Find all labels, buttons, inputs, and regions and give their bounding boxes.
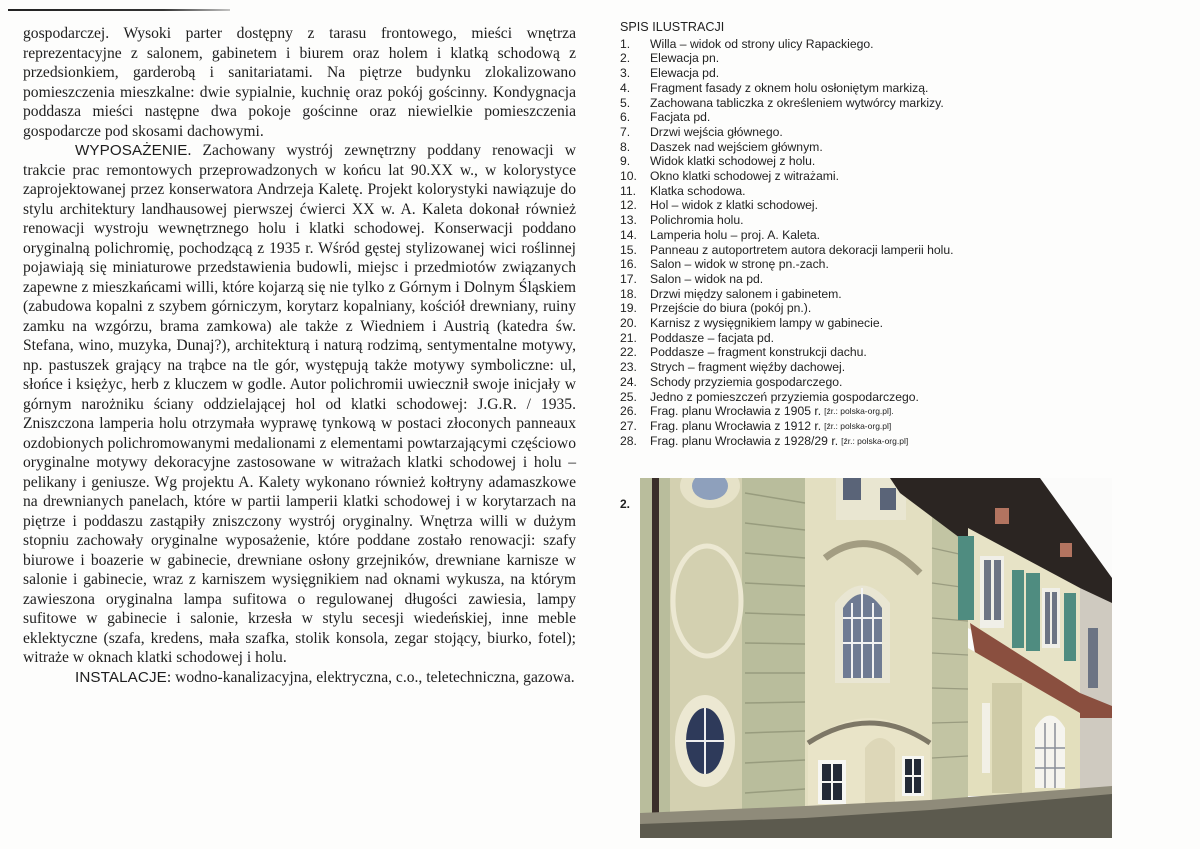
illustration-caption: Widok klatki schodowej z holu. (650, 154, 816, 169)
illustration-number: 2. (620, 51, 631, 66)
illustration-list-item (620, 110, 1180, 125)
facade-photo (640, 478, 1112, 838)
figure-number: 2. (620, 497, 631, 511)
illustration-number: 24. (620, 374, 637, 389)
illustration-list-item (620, 345, 1180, 360)
illustration-source: [źr.: polska-org.pl]. (824, 406, 894, 417)
illustration-list-item (620, 419, 1180, 434)
illustration-caption: Okno klatki schodowej z witrażami. (650, 169, 839, 184)
illustration-caption: Daszek nad wejściem głównym. (650, 139, 823, 154)
illustration-caption: Fragment fasady z oknem holu osłoniętym markizą. (650, 80, 929, 95)
illustration-number: 12. (620, 198, 637, 213)
illustration-list-item (620, 66, 1180, 81)
illustration-caption: Polichromia holu. (650, 213, 744, 228)
illustration-caption: Jedno z pomieszczeń przyziemia gospodarczego. (650, 389, 919, 404)
illustration-list-item (620, 375, 1180, 390)
illustration-number: 26. (620, 404, 637, 419)
illustration-caption: Drzwi między salonem i gabinetem. (650, 286, 842, 301)
illustration-caption: Poddasze – facjata pd. (650, 330, 774, 345)
illustration-number: 4. (620, 80, 631, 95)
illustration-caption: Elewacja pd. (650, 66, 720, 81)
illustration-list-item (620, 287, 1180, 302)
illustration-list-column (620, 20, 1180, 448)
illustration-caption: Hol – widok z klatki schodowej. (650, 198, 818, 213)
illustration-number: 13. (620, 213, 637, 228)
illustration-caption: Lamperia holu – proj. A. Kaleta. (650, 227, 821, 242)
illustration-caption: Frag. planu Wrocławia z 1928/29 r. (650, 433, 839, 448)
illustration-list (620, 37, 1180, 449)
villa-facade-illustration (640, 478, 1112, 838)
illustration-list-title: SPIS ILUSTRACJI (620, 20, 725, 34)
illustration-caption: Drzwi wejścia głównego. (650, 124, 783, 139)
illustration-number: 16. (620, 257, 637, 272)
illustration-number: 8. (620, 139, 631, 154)
illustration-number: 10. (620, 169, 637, 184)
illustration-list-item (620, 140, 1180, 155)
illustration-caption: Przejście do biura (pokój pn.). (650, 301, 812, 316)
illustration-list-item (620, 37, 1180, 52)
main-text-column (23, 24, 576, 687)
illustration-caption: Poddasze – fragment konstrukcji dachu. (650, 345, 867, 360)
illustration-source: [źr.: polska-org.pl] (824, 420, 892, 431)
illustration-number: 28. (620, 433, 637, 448)
illustration-list-item (620, 198, 1180, 213)
illustration-number: 3. (620, 66, 631, 81)
illustration-list-item (620, 434, 1180, 449)
illustration-number: 9. (620, 154, 631, 169)
illustration-list-item (620, 257, 1180, 272)
illustration-list-item (620, 272, 1180, 287)
illustration-caption: Strych – fragment więźby dachowej. (650, 360, 846, 375)
illustration-number: 5. (620, 95, 631, 110)
illustration-number: 18. (620, 286, 637, 301)
illustration-caption: Zachowana tabliczka z określeniem wytwórcy markizy. (650, 95, 944, 110)
illustration-number: 25. (620, 389, 637, 404)
illustration-caption: Klatka schodowa. (650, 183, 746, 198)
illustration-number: 14. (620, 227, 637, 242)
illustration-number: 11. (620, 183, 637, 198)
paragraph-instalacje (23, 668, 576, 688)
header-rule (8, 9, 230, 11)
illustration-list-item (620, 81, 1180, 96)
illustration-number: 7. (620, 124, 631, 139)
illustration-number: 22. (620, 345, 637, 360)
illustration-list-item (620, 301, 1180, 316)
illustration-source: [źr.: polska-org.pl] (841, 435, 909, 446)
illustration-caption: Panneau z autoportretem autora dekoracji lamperii holu. (650, 242, 954, 257)
wyposazenie-text: . Zachowany wystrój zewnętrzny poddany renowacji w trakcie prac remontowych przeprowadzonych w końcu lat 90.XX w., w kolorystyce zaprojektowanej przez konserwatora Andrzeja Kaletę. Projekt kolorystyki nawiązuje do stylu architektury landhausowej pierwszej ćwierci XX w. A. Kaleta dokonał również renowacji wystroju wewnętrznego holu i klatki schodowej. Konserwacji poddano oryginalną polichromię, pochodzącą z 1935 r. Wśród gęstej stylizowanej wici roślinnej pojawiają się miniaturowe przedstawienia budowli, miejsc i przedmiotów związanych zapewne z mieszkańcami willi, które kojarzą się nie tylko z Górnym i Dolnym Śląskiem (zabudowa kopalni z szybem górniczym, korytarz kopalniany, kościół drewniany, ruiny zamku na wzgórzu, brama zamkowa) ale także z Wiedniem i Austrią (katedra św. Stefana, wino, muzyka, Dunaj?), architekturą i naturą rodzimą, sentymentalne motywy, np. pastuszek grający na trąbce na tle gór, występują także motywy symboliczne: ul, słońce i księżyc, herb z kluczem w godle. Autor polichromii uwiecznił swoje inicjały w górnym narożniku ściany oddzielającej hol od klatki schodowej: J.G.R. / 1935. Zniszczona lamperia holu otrzymała wyprawę tynkową w postaci złoconych panneaux ozdobionych polichromowanymi medalionami z elementami powtarzającymi częściowo oryginalne motywy dekoracyjne zastosowane w witrażach klatki schodowej i holu – pelikany i geniusze. Wg projektu A. Kalety wykonano również kołtryny adamaszkowe na drewnianych panelach, które w partii lamperii klatki schodowej i w korytarzach na piętrze i poddaszu zastąpiły zniszczony wystrój oryginalny. Wnętrza willi w dużym stopniu zachowały oryginalne wyposażenie, które poddane zostało renowacji: szafy biurowe i boazerie w gabinecie, drewniane osłony grzejników, drewniane karnisze w salonie i gabinecie, wraz z karniszem wysięgnikiem nad oknami wykusza, na którym zawieszona oryginalna lampa sufitowa o regulowanej długości zawiesia, lampy sufitowe w gabinecie i salonie, krzesła w stylu secesji wiedeńskiej, inne meble eklektyczne (szafa, kredens, mała szafka, stolik konsola, zegar stojący, biurko, fotel); witraże w oknach klatki schodowej i holu. (23, 142, 576, 666)
illustration-number: 1. (620, 36, 631, 51)
illustration-number: 19. (620, 301, 637, 316)
section-heading-instalacje: INSTALACJE (75, 668, 167, 686)
illustration-list-item (620, 243, 1180, 258)
illustration-number: 17. (620, 271, 637, 286)
illustration-list-item (620, 96, 1180, 111)
illustration-list-item (620, 154, 1180, 169)
illustration-number: 27. (620, 418, 637, 433)
illustration-list-item (620, 404, 1180, 419)
illustration-list-item (620, 184, 1180, 199)
illustration-list-item (620, 169, 1180, 184)
illustration-list-item (620, 390, 1180, 405)
illustration-caption: Facjata pd. (650, 110, 711, 125)
paragraph-layout: gospodarczej. Wysoki parter dostępny z tarasu frontowego, mieści wnętrza reprezentacyjne z salonem, gabinetem i biurem oraz holem i klatką schodową z przedsionkiem, garderobą i sanitariatami. Na piętrze budynku zlokalizowano pomieszczenia mieszkalne: dwie sypialnie, kuchnię oraz pokój gościnny. Kondygnacja poddasza mieści następne dwa pokoje gościnne oraz niewielkie pomieszczenia gospodarcze pod skosami dachowymi. (23, 25, 576, 140)
illustration-caption: Willa – widok od strony ulicy Rapackiego. (650, 36, 874, 51)
illustration-number: 6. (620, 110, 631, 125)
illustration-number: 20. (620, 316, 637, 331)
illustration-caption: Schody przyziemia gospodarczego. (650, 374, 843, 389)
illustration-list-item (620, 331, 1180, 346)
illustration-caption: Elewacja pn. (650, 51, 720, 66)
illustration-list-item (620, 125, 1180, 140)
illustration-list-item (620, 360, 1180, 375)
illustration-caption: Salon – widok w stronę pn.-zach. (650, 257, 829, 272)
paragraph-wyposazenie (23, 141, 576, 668)
illustration-list-item (620, 316, 1180, 331)
section-heading-wyposazenie: WYPOSAŻENIE (75, 142, 188, 159)
instalacje-text: : wodno-kanalizacyjna, elektryczna, c.o., teletechniczna, gazowa. (166, 668, 575, 686)
illustration-list-item (620, 213, 1180, 228)
illustration-caption: Karnisz z wysięgnikiem lampy w gabinecie. (650, 316, 884, 331)
illustration-list-item (620, 228, 1180, 243)
illustration-caption: Salon – widok na pd. (650, 271, 764, 286)
illustration-caption: Frag. planu Wrocławia z 1905 r. (650, 404, 822, 419)
illustration-number: 23. (620, 360, 637, 375)
illustration-number: 21. (620, 330, 637, 345)
illustration-list-item (620, 51, 1180, 66)
illustration-caption: Frag. planu Wrocławia z 1912 r. (650, 418, 822, 433)
illustration-number: 15. (620, 242, 637, 257)
